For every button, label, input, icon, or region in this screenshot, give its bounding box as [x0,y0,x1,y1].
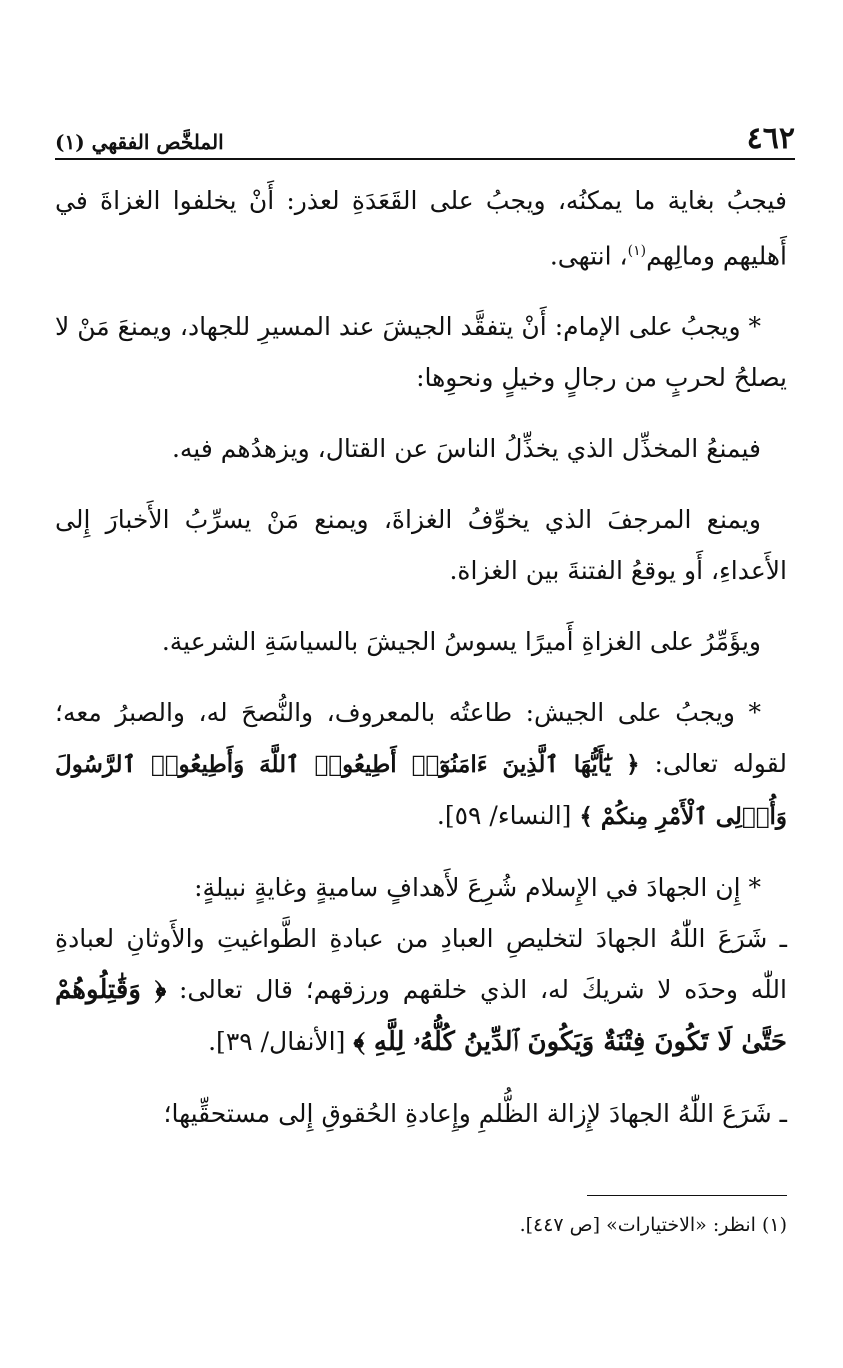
footnote-divider [587,1195,787,1196]
paragraph-3: فيمنعُ المخذِّل الذي يخذِّلُ الناسَ عن القتال، ويزهدُهم فيه. [171,434,761,464]
verse-reference-nisa: [النساء/ ٥٩]. [436,801,572,831]
paragraph-8 [55,913,787,1068]
quran-verse-nisa: ﴿ يَٰٓأَيُّهَا ٱلَّذِينَ ءَامَنُوٓا۟ أَطِيعُوا۟ ٱللَّهَ وَأَطِيعُوا۟ ٱلرَّسُولَ وَأُو۟لِى ٱلْأَمْرِ مِنكُمْ ﴾ [55,751,787,831]
paragraph-6 [55,687,787,842]
running-title: الملخَّص الفقهي (١) [55,130,224,154]
paragraph-9: ـ شَرَعَ اللّٰهُ الجهادَ لإِزالة الظُّلمِ وإِعادةِ الحُقوقِ إِلى مستحقِّيها؛ [163,1099,787,1129]
page-body [55,175,787,1139]
footnote-number: (١) [761,1214,787,1236]
paragraph-1 [55,175,787,281]
footnote-marker[interactable]: (١) [627,243,647,259]
page-header [55,118,795,160]
paragraph-5: ويؤَمِّرُ على الغزاةِ أَميرًا يسوسُ الجيشَ بالسياسَةِ الشرعية. [161,627,761,657]
paragraph-1-tail: ، انتهى. [549,241,628,271]
paragraph-7: * إِن الجهادَ في الإِسلام شُرِعَ لأَهدافٍ ساميةٍ وغايةٍ نبيلةٍ: [194,873,761,903]
page-number: ٤٦٢ [746,121,795,156]
verse-reference-anfal: [الأنفال/ ٣٩]. [208,1027,346,1057]
paragraph-2: * ويجبُ على الإمام: أَنْ يتفقَّد الجيشَ عند المسيرِ للجهاد، ويمنعَ مَنْ لا يصلحُ لحربٍ من رجالٍ وخيلٍ ونحوِها: [55,312,787,393]
paragraph-4: ويمنع المرجفَ الذي يخوِّفُ الغزاةَ، ويمنع مَنْ يسرِّبُ الأَخبارَ إِلى الأَعداءِ، أَو يوقعُ الفتنةَ بين الغزاة. [55,505,787,586]
quran-verse-anfal: ﴿ وَقَٰتِلُوهُمْ حَتَّىٰ لَا تَكُونَ فِتْنَةٌ وَيَكُونَ ٱلدِّينُ كُلُّهُۥ لِلَّهِ ﴾ [55,975,787,1058]
paragraph-6-text: * ويجبُ على الجيش: طاعتُه بالمعروف، والنُّصحَ له، والصبرُ معه؛ لقوله تعالى: [55,698,787,779]
footnote [55,1212,787,1238]
paragraph-8-text: ـ شَرَعَ اللّٰهُ الجهادَ لتخليصِ العبادِ من عبادةِ الطَّواغيتِ والأَوثانِ لعبادةِ اللّٰه وحدَه لا شريكَ له، الذي خلقهم ورزقهم؛ قال تعالى: [55,924,787,1005]
paragraph-1-text: فيجبُ بغاية ما يمكنُه، ويجبُ على القَعَدَةِ لعذر: أَنْ يخلفوا الغزاةَ في أَهليهم ومالِهم [55,186,787,271]
footnote-text: انظر: «الاختيارات» [ص ٤٤٧]. [519,1214,756,1236]
